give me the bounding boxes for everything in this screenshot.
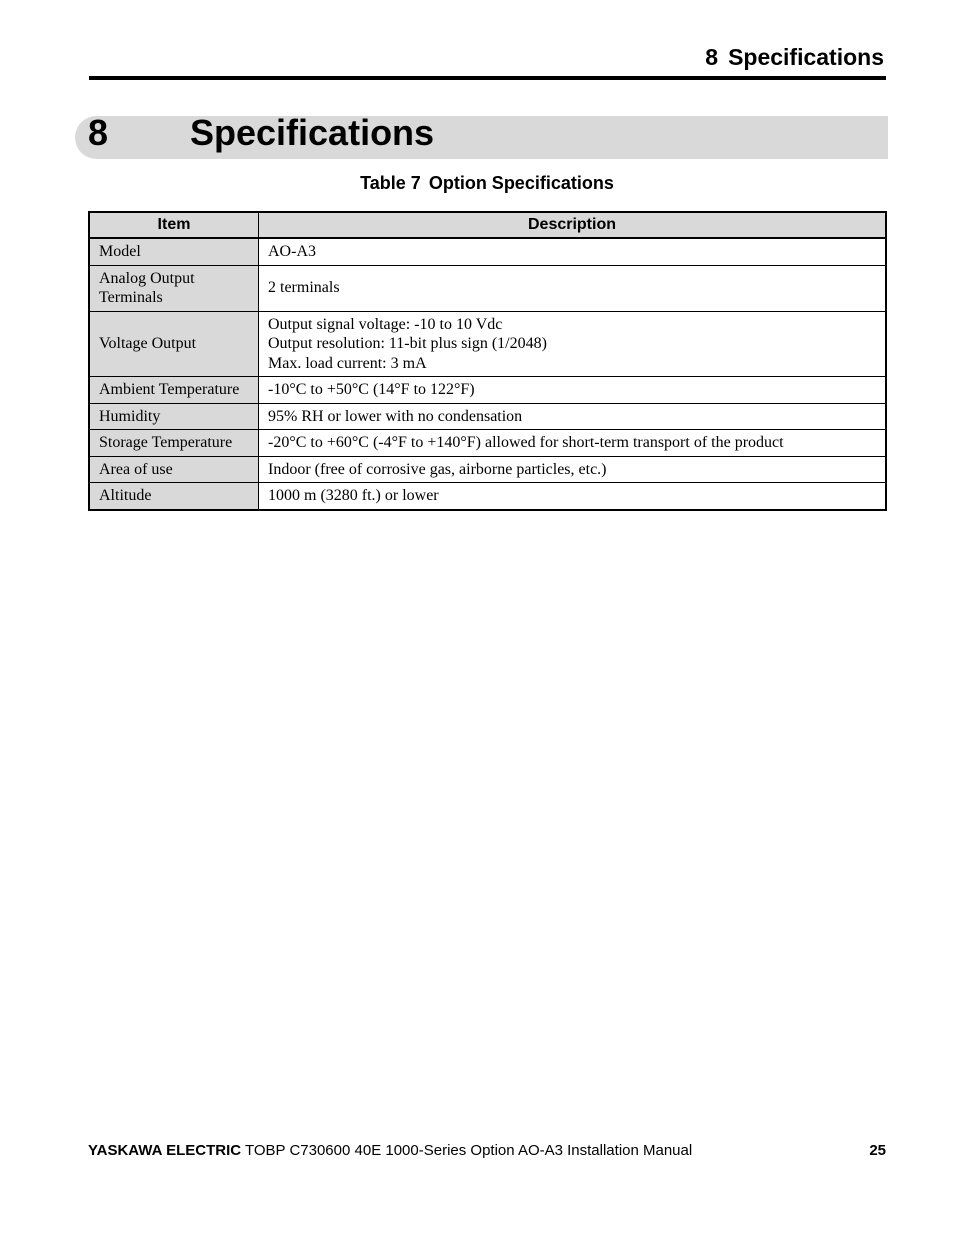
item-line: Analog Output bbox=[99, 269, 195, 287]
description-line: 2 terminals bbox=[268, 279, 340, 297]
table-row bbox=[89, 430, 886, 457]
running-header bbox=[705, 44, 884, 71]
row-item-cell bbox=[89, 265, 259, 311]
table-caption bbox=[0, 173, 954, 194]
table-row bbox=[89, 377, 886, 404]
description-line: Indoor (free of corrosive gas, airborne particles, etc.) bbox=[268, 460, 607, 478]
row-description-cell bbox=[259, 403, 887, 430]
description-line: Output resolution: 11-bit plus sign (1/2048) bbox=[268, 335, 547, 352]
row-description-cell bbox=[259, 456, 887, 483]
item-line: Terminals bbox=[99, 289, 163, 306]
table-row bbox=[89, 483, 886, 510]
running-header-title: Specifications bbox=[728, 44, 884, 70]
chapter-number: 8 bbox=[88, 112, 109, 153]
table-body bbox=[89, 238, 886, 510]
row-description-cell bbox=[259, 311, 887, 377]
description-line: Output signal voltage: -10 to 10 Vdc bbox=[268, 315, 503, 333]
table-row bbox=[89, 265, 886, 311]
chapter-title: Specifications bbox=[190, 112, 435, 153]
row-description-cell bbox=[259, 483, 887, 510]
row-item-cell: Model bbox=[89, 238, 259, 265]
table-caption-label: Table 7 bbox=[360, 173, 421, 193]
table-row bbox=[89, 456, 886, 483]
row-item-cell: Storage Temperature bbox=[89, 430, 259, 457]
description-line: AO-A3 bbox=[268, 243, 316, 260]
table-row bbox=[89, 311, 886, 377]
footer-manual-title: TOBP C730600 40E 1000-Series Option AO-A3 Installation Manual bbox=[244, 1142, 693, 1159]
page-footer bbox=[88, 1142, 886, 1159]
column-header-description: Description bbox=[259, 212, 887, 238]
row-description-cell bbox=[259, 265, 887, 311]
row-description-cell bbox=[259, 377, 887, 404]
page-number: 25 bbox=[869, 1142, 886, 1159]
row-item-cell: Ambient Temperature bbox=[89, 377, 259, 404]
description-line: 1000 m (3280 ft.) or lower bbox=[268, 487, 439, 504]
row-description-cell bbox=[259, 238, 887, 265]
header-rule bbox=[89, 76, 886, 80]
row-item-cell: Altitude bbox=[89, 483, 259, 510]
table-caption-title: Option Specifications bbox=[428, 173, 614, 193]
row-item-cell: Humidity bbox=[89, 403, 259, 430]
footer-company: YASKAWA ELECTRIC bbox=[88, 1142, 242, 1159]
row-item-cell: Voltage Output bbox=[89, 311, 259, 377]
row-item-cell: Area of use bbox=[89, 456, 259, 483]
column-header-item: Item bbox=[89, 212, 259, 238]
description-line: Max. load current: 3 mA bbox=[268, 354, 427, 372]
table-row bbox=[89, 403, 886, 430]
table-row bbox=[89, 238, 886, 265]
row-description-cell bbox=[259, 430, 887, 457]
specifications-table bbox=[88, 211, 887, 511]
running-header-number: 8 bbox=[705, 44, 719, 70]
description-line: -10°C to +50°C (14°F to 122°F) bbox=[268, 381, 475, 398]
description-line: -20°C to +60°C (-4°F to +140°F) allowed for short-term transport of the product bbox=[268, 434, 784, 451]
description-line: 95% RH or lower with no condensation bbox=[268, 407, 523, 425]
